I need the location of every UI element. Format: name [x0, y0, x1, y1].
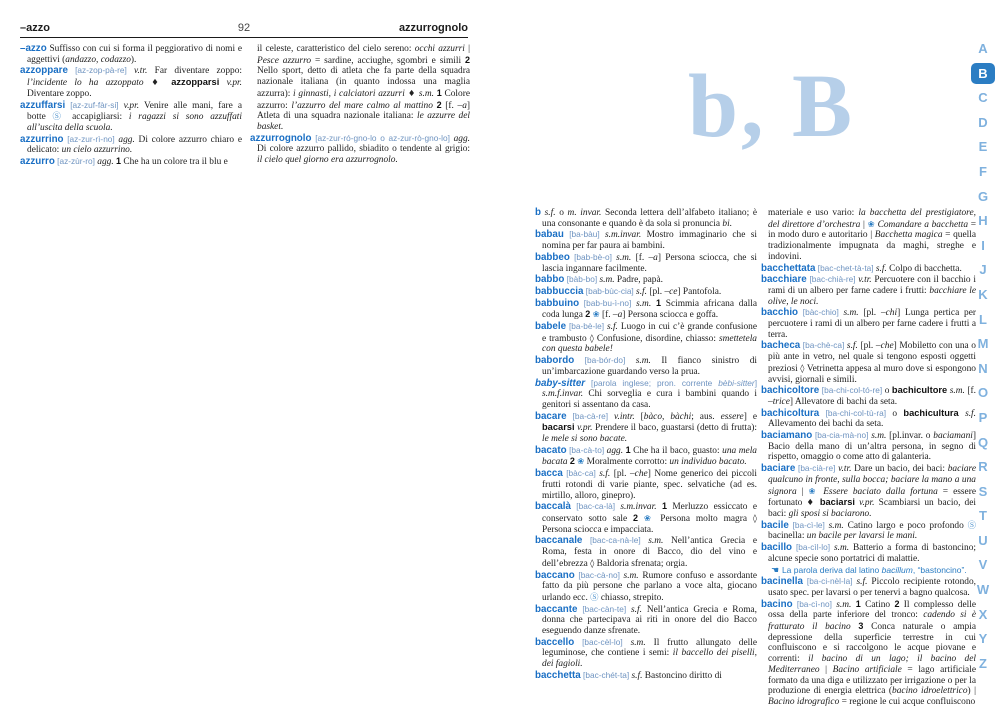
- alphabet-tab-n[interactable]: N: [978, 360, 988, 376]
- running-head: [20, 22, 468, 38]
- alphabet-tab-s[interactable]: S: [978, 483, 988, 499]
- headword: babele: [535, 321, 567, 333]
- pronunciation: [ba-chè-ca]: [800, 340, 847, 351]
- text-column-1: [20, 44, 242, 168]
- dictionary-entry: bacare [ba-cà-re] v.intr. [bàco, bàchi; aus. essere] e bacarsi v.pr. Prendere il baco, guastarsi (detto di frutta): le mele si sono bacate.: [535, 410, 757, 445]
- dictionary-entry: bacillo [ba-cìl-lo] s.m. Batterio a forma di bastoncino; alcune specie sono portatrici di malattie.: [761, 542, 977, 564]
- pronunciation: [ba-cià-re]: [795, 463, 839, 474]
- alphabet-tab-r[interactable]: R: [978, 459, 988, 475]
- pronunciation: [az-zop-pà-re]: [67, 65, 134, 76]
- headword: bachicoltore: [761, 385, 820, 397]
- pronunciation: [ba-cà-re]: [566, 410, 615, 421]
- dictionary-entry: bacchio [bàc-chio] s.m. [pl. –chi] Lunga pertica per percuotere i rami di un albero per farne cadere i frutti a terra.: [761, 307, 976, 340]
- pronunciation: [ba-cìl-lo]: [792, 542, 834, 553]
- figurative-icon: ❀: [808, 485, 819, 496]
- dictionary-entry: babordo [ba-bór-do] s.m. Il fianco sinistro di un’imbarcazione guardando verso la prua.: [535, 355, 757, 377]
- section-letter: b, B: [688, 57, 856, 156]
- alphabet-tab-h[interactable]: H: [978, 213, 988, 229]
- headword: baccello: [535, 636, 575, 648]
- headword: babordo: [535, 355, 575, 367]
- dictionary-entry: baccano [bac-cà-no] s.m. Rumore confuso e assordante fatto da più persone che parlano a voce alta, giocano urlando ecc. Ⓢ chiasso, strepito.: [535, 569, 757, 603]
- headword: bacca: [535, 468, 563, 480]
- pronunciation: [bac-chét-ta]: [580, 669, 632, 680]
- alphabet-tab-g[interactable]: G: [977, 188, 989, 204]
- headword: bacchetta: [535, 669, 581, 681]
- dictionary-entry: materiale e uso vario: la bacchetta del prestigiatore, del direttore d’orchestra | ❀ Comandare a bacchetta = in modo duro e autoritario | Bacchetta magica = quella tradizionalmente impugnata da maghi, streghe e indovini.: [768, 208, 976, 262]
- headword: baciamano: [761, 430, 813, 442]
- headword: bacillo: [761, 542, 793, 554]
- dictionary-entry: baccanale [bac-ca-nà-le] s.m. Nell’antica Grecia e Roma, festa in onore di Bacco, dio del vino e dell’ebrezza ◊ Baldoria sfrenata; orgia.: [535, 535, 757, 569]
- figurative-icon: ❀: [592, 309, 600, 320]
- figurative-icon: ❀: [577, 456, 585, 467]
- dictionary-entry: azzurrino [az-zur-rì-no] agg. Di colore azzurro chiaro e delicato: un cielo azzurrino.: [20, 133, 242, 156]
- alphabet-tab-i[interactable]: I: [981, 237, 985, 253]
- dictionary-entry: –azzo Suffisso con cui si forma il peggiorativo di nomi e aggettivi (andazzo, codazzo).: [20, 43, 242, 65]
- pronunciation: [bac-cà-no]: [574, 569, 624, 580]
- pronunciation: [ba-bór-do]: [574, 355, 636, 366]
- alphabet-tab-u[interactable]: U: [978, 532, 988, 548]
- pronunciation: [bàb-bo]: [564, 274, 600, 285]
- alphabet-tab-w[interactable]: W: [976, 582, 990, 598]
- headword: bachicoltura: [761, 407, 820, 419]
- headword: baby-sitter: [535, 377, 586, 389]
- pronunciation: bèbi-sitter: [718, 377, 755, 388]
- dictionary-entry: baccalà [bac-ca-là] s.m.invar. 1 Merluzzo essiccato e conservato sotto sale 2 ❀ Persona molto magra ◊ Persona sciocca e impacciata.: [535, 501, 758, 535]
- alphabet-tab-a[interactable]: A: [978, 41, 988, 56]
- alphabet-tab-l[interactable]: L: [979, 311, 987, 327]
- pronunciation: [bab-bu-ì-no]: [579, 297, 637, 308]
- headword: –azzo: [20, 43, 47, 54]
- headword: babbuino: [535, 297, 580, 309]
- dictionary-entry: bacino [ba-cì-no] s.m. 1 Catino 2 Il complesso delle ossa della parte inferiore del tronco: cadendo si è fratturato il bacino 3 Conca naturale o ampia depressione della superficie terrestre in cui confluiscono e si raccolgono le acque piovane e correnti: il bacino di un lago; il bacino del Mediterraneo | Bacino artificiale = lago artificiale formato da una diga e utilizzato per irrigazione o per la produzione di energia elettrica (bacino idroelettrico) | Bacino idrografico = regione le cui acque confluiscono: [761, 598, 977, 707]
- pronunciation: [ba-chi-col-tó-re]: [819, 385, 885, 396]
- alphabet-tab-v[interactable]: V: [978, 557, 988, 573]
- headword: bacato: [535, 444, 567, 456]
- synonym-icon: Ⓢ: [52, 111, 66, 122]
- dictionary-entry: bacile [ba-cì-le] s.m. Catino largo e poco profondo Ⓢ bacinella: un bacile per lavarsi le mani.: [761, 519, 976, 542]
- pronunciation: ]: [754, 377, 757, 388]
- dictionary-entry: baccante [bac-càn-te] s.f. Nell’antica Grecia e Roma, donna che partecipava ai riti in onore del dio Bacco eseguendo danze sfrenate.: [535, 603, 757, 637]
- headword: bacchettata: [761, 262, 816, 274]
- pronunciation: [ba-cì-no]: [792, 598, 837, 609]
- dictionary-entry: azzurro [az-zùr-ro] agg. 1 Che ha un colore tra il blu e: [20, 156, 228, 168]
- alphabet-tab-o[interactable]: O: [977, 385, 989, 401]
- pronunciation: [bac-cèl-lo]: [574, 636, 631, 647]
- pronunciation: [az-zur-ró-gno-lo o az-zur-rò-gno-lo]: [311, 132, 454, 143]
- dictionary-entry: baccello [bac-cèl-lo] s.m. Il frutto allungato delle leguminose, che contiene i semi: il baccello dei piselli, dei fagioli.: [535, 636, 757, 670]
- headword: baccanale: [535, 535, 583, 547]
- pronunciation: [bàc-chio]: [798, 307, 844, 318]
- dictionary-entry: bachicoltura [ba-chi-col-tù-ra] o bachicultura s.f. Allevamento dei bachi da seta.: [761, 407, 977, 430]
- headword: bacinella: [761, 576, 803, 588]
- dictionary-entry: bacchettata [bac-chet-tà-ta] s.f. Colpo di bacchetta.: [761, 262, 962, 274]
- dictionary-entry: babbeo [bab-bè-o] s.m. [f. –a] Persona sciocca, che si lascia ingannare facilmente.: [535, 251, 757, 274]
- dictionary-entry: bachicoltore [ba-chi-col-tó-re] o bachicultore s.m. [f. –trice] Allevatore di bachi da seta.: [761, 385, 976, 407]
- sense-divider-icon: ◊: [752, 512, 758, 523]
- alphabet-tab-k[interactable]: K: [978, 286, 988, 302]
- dictionary-entry: b s.f. o m. invar. Seconda lettera dell’alfabeto italiano; è una consonante e quando è da sola si pronuncia bi.: [535, 207, 757, 229]
- synonym-icon: Ⓢ: [590, 591, 599, 602]
- pronunciation: [bac-ca-là]: [570, 501, 621, 512]
- dictionary-entry: baby-sitter [parola inglese; pron. corrente bèbi-sitter] s.m.f.invar. Chi sorveglia e cura i bambini quando i genitori si assentano da casa.: [535, 377, 757, 410]
- pronunciation: [bab-bè-o]: [569, 251, 617, 262]
- alphabet-tab-j[interactable]: J: [979, 262, 987, 278]
- alphabet-tab-x[interactable]: X: [978, 606, 988, 622]
- figurative-icon: ❀: [643, 512, 655, 523]
- headword: azzurrognolo: [250, 132, 312, 144]
- text-column-3: [535, 208, 757, 682]
- running-head-first-word: –azzo: [20, 22, 50, 34]
- headword: babau: [535, 229, 564, 241]
- dictionary-entry: baciamano [ba-cia-mà-no] s.m. [pl.invar. o baciamani] Bacio della mano di un’altra persona, in segno di rispetto, omaggio o come atto di galanteria.: [761, 430, 976, 463]
- headword: baciare: [761, 463, 796, 475]
- dictionary-entry: bacato [ba-cà-to] agg. 1 Che ha il baco, guasto: una mela bacata 2 ❀ Moralmente corrotto: un individuo bacato.: [535, 444, 757, 468]
- pointer-hand-icon: ☚: [771, 565, 782, 576]
- text-column-2: [250, 44, 470, 166]
- headword: baccalà: [535, 501, 571, 513]
- dictionary-entry: babbo [bàb-bo] s.m. Padre, papà.: [535, 274, 663, 286]
- alphabet-tab-m[interactable]: M: [977, 336, 989, 352]
- headword: baccano: [535, 569, 575, 581]
- dictionary-entry: babbuino [bab-bu-ì-no] s.m. 1 Scimmia africana dalla coda lunga 2 ❀ [f. –a] Persona sciocca e goffa.: [535, 297, 758, 321]
- pronunciation: [ba-bè-le]: [566, 321, 607, 332]
- headword: babbeo: [535, 251, 570, 263]
- alphabet-tab-f[interactable]: F: [979, 163, 987, 179]
- alphabet-tab-q[interactable]: Q: [977, 434, 989, 450]
- pronunciation: [parola inglese; pron. corrente: [585, 377, 719, 388]
- alphabet-tab-c[interactable]: C: [978, 90, 988, 106]
- headword: bacheca: [761, 340, 801, 352]
- alphabet-tab-d[interactable]: D: [978, 114, 988, 130]
- dictionary-entry: baciare [ba-cià-re] v.tr. Dare un bacio, dei baci: baciare qualcuno in fronte, sulla bocca; baciare la mano a una signora | ❀ Essere baciato dalla fortuna = essere fortunato ♦ baciarsi v.pr. Scambiarsi un bacio, dei baci: gli sposi si baciarono.: [761, 463, 976, 519]
- pronunciation: [az-zur-rì-no]: [63, 133, 119, 144]
- headword: azzurrino: [20, 133, 64, 145]
- sense-divider-icon: ◊: [589, 332, 594, 343]
- sense-divider-icon: ◊: [800, 362, 805, 373]
- headword: bacchio: [761, 307, 799, 319]
- alphabet-tab-y[interactable]: Y: [978, 631, 988, 647]
- synonym-icon: Ⓢ: [967, 519, 976, 530]
- dictionary-entry: bacchetta [bac-chét-ta] s.f. Bastoncino diritto di: [535, 669, 722, 681]
- alphabet-tab-z[interactable]: Z: [979, 655, 987, 671]
- alphabet-tab-t[interactable]: T: [979, 508, 987, 524]
- headword: bacare: [535, 410, 567, 422]
- headword: bacchiare: [761, 274, 807, 286]
- figurative-icon: ❀: [867, 218, 875, 229]
- pronunciation: [az-zùr-ro]: [54, 156, 98, 167]
- pronunciation: [bab-bùc-cia]: [583, 285, 637, 296]
- alphabet-tab-e[interactable]: E: [978, 139, 988, 155]
- headword: b: [535, 207, 541, 218]
- pronunciation: [bac-càn-te]: [577, 603, 631, 614]
- headword: bacile: [761, 519, 789, 531]
- headword: azzurro: [20, 156, 55, 168]
- running-head-last-word: azzurrognolo: [398, 22, 468, 34]
- pronunciation: [bàc-ca]: [562, 468, 600, 479]
- sense-divider-icon: ◊: [590, 557, 595, 568]
- etymology-note: ☚ La parola deriva dal latino bacillum, “bastoncino”.: [771, 564, 967, 576]
- dictionary-entry: bacinella [ba-ci-nèl-la] s.f. Piccolo recipiente rotondo, usato spec. per lavarsi o per tenervi a bagno qualcosa.: [761, 576, 976, 598]
- pronunciation: [bac-chet-tà-ta]: [815, 262, 876, 273]
- pronunciation: [ba-cì-le]: [788, 519, 829, 530]
- pronunciation: [bac-ca-nà-le]: [582, 535, 649, 546]
- pronunciation: [ba-cia-mà-no]: [812, 430, 872, 441]
- pronunciation: [ba-chi-col-tù-ra]: [819, 407, 893, 418]
- dictionary-entry: azzurrognolo [az-zur-ró-gno-lo o az-zur-rò-gno-lo] agg. Di colore azzurro pallido, sbiadito o tendente al grigio: il cielo quel giorno era azzurrognolo.: [250, 132, 470, 166]
- dictionary-entry: babele [ba-bè-le] s.f. Luogo in cui c’è grande confusione e trambusto ◊ Confusione, disordine, chiasso: smettetela con questa babele!: [535, 321, 757, 355]
- headword: baccante: [535, 603, 578, 615]
- pronunciation: [ba-cà-to]: [566, 444, 607, 455]
- text-column-4: [761, 208, 976, 708]
- dictionary-entry: bacheca [ba-chè-ca] s.f. [pl. –che] Mobiletto con una o più ante in vetro, nel quale si tengono esposti oggetti preziosi ◊ Vetrinetta appesa al muro dove si espongono avvisi, giornali e simili.: [761, 340, 976, 385]
- headword: babbuccia: [535, 285, 584, 297]
- page-number: 92: [237, 22, 251, 34]
- headword: azzoppare: [20, 65, 68, 77]
- dictionary-entry: babau [ba-bàu] s.m.invar. Mostro immaginario che si nomina per far paura ai bambini.: [535, 229, 757, 252]
- pronunciation: [ba-bàu]: [563, 229, 605, 240]
- pronunciation: [bac-chià-re]: [806, 274, 859, 285]
- dictionary-entry: azzuffarsi [az-zuf-fàr-si] v.pr. Venire alle mani, fare a botte Ⓢ accapigliarsi: i ragazzi si sono azzuffati all’uscita della scuola.: [20, 99, 242, 133]
- headword: bacino: [761, 598, 793, 610]
- dictionary-entry: babbuccia [bab-bùc-cia] s.f. [pl. –ce] Pantofola.: [535, 285, 722, 297]
- alphabet-rail: [969, 38, 997, 674]
- dictionary-entry: bacchiare [bac-chià-re] v.tr. Percuotere con il bacchio i rami di un albero per farne cadere i frutti: bacchiare le olive, le noci.: [761, 274, 976, 307]
- pronunciation: [ba-ci-nèl-la]: [802, 576, 857, 587]
- dictionary-entry: azzoppare [az-zop-pà-re] v.tr. Far diventare zoppo: l’incidente lo ha azzoppato ♦ azzopparsi v.pr. Diventare zoppo.: [20, 65, 243, 99]
- pronunciation: [az-zuf-fàr-si]: [65, 99, 124, 110]
- dictionary-entry: bacca [bàc-ca] s.f. [pl. –che] Nome generico dei piccoli frutti rotondi di varie piante, spec. selvatiche (ad es. mirtillo, alloro, ginepro).: [535, 468, 757, 501]
- alphabet-tab-p[interactable]: P: [978, 409, 988, 425]
- headword: azzuffarsi: [20, 99, 66, 111]
- sublemma-divider-icon: ♦: [806, 497, 816, 508]
- headword: babbo: [535, 274, 565, 286]
- dictionary-entry: il celeste, caratteristico del cielo sereno: occhi azzurri | Pesce azzurro = sardine, acciughe, sgombri e simili 2 Nello sport, detto di atleta che fa parte della squadra nazionale italiana (in quanto indossa una maglia azzurra): i ginnasti, i calciatori azzurri ♦ s.m. 1 Colore azzurro: l’azzurro del mare calmo al mattino 2 [f. –a] Atleta di una squadra nazionale italiana: le azzurre del basket.: [257, 44, 471, 132]
- alphabet-tab-b[interactable]: B: [971, 63, 995, 84]
